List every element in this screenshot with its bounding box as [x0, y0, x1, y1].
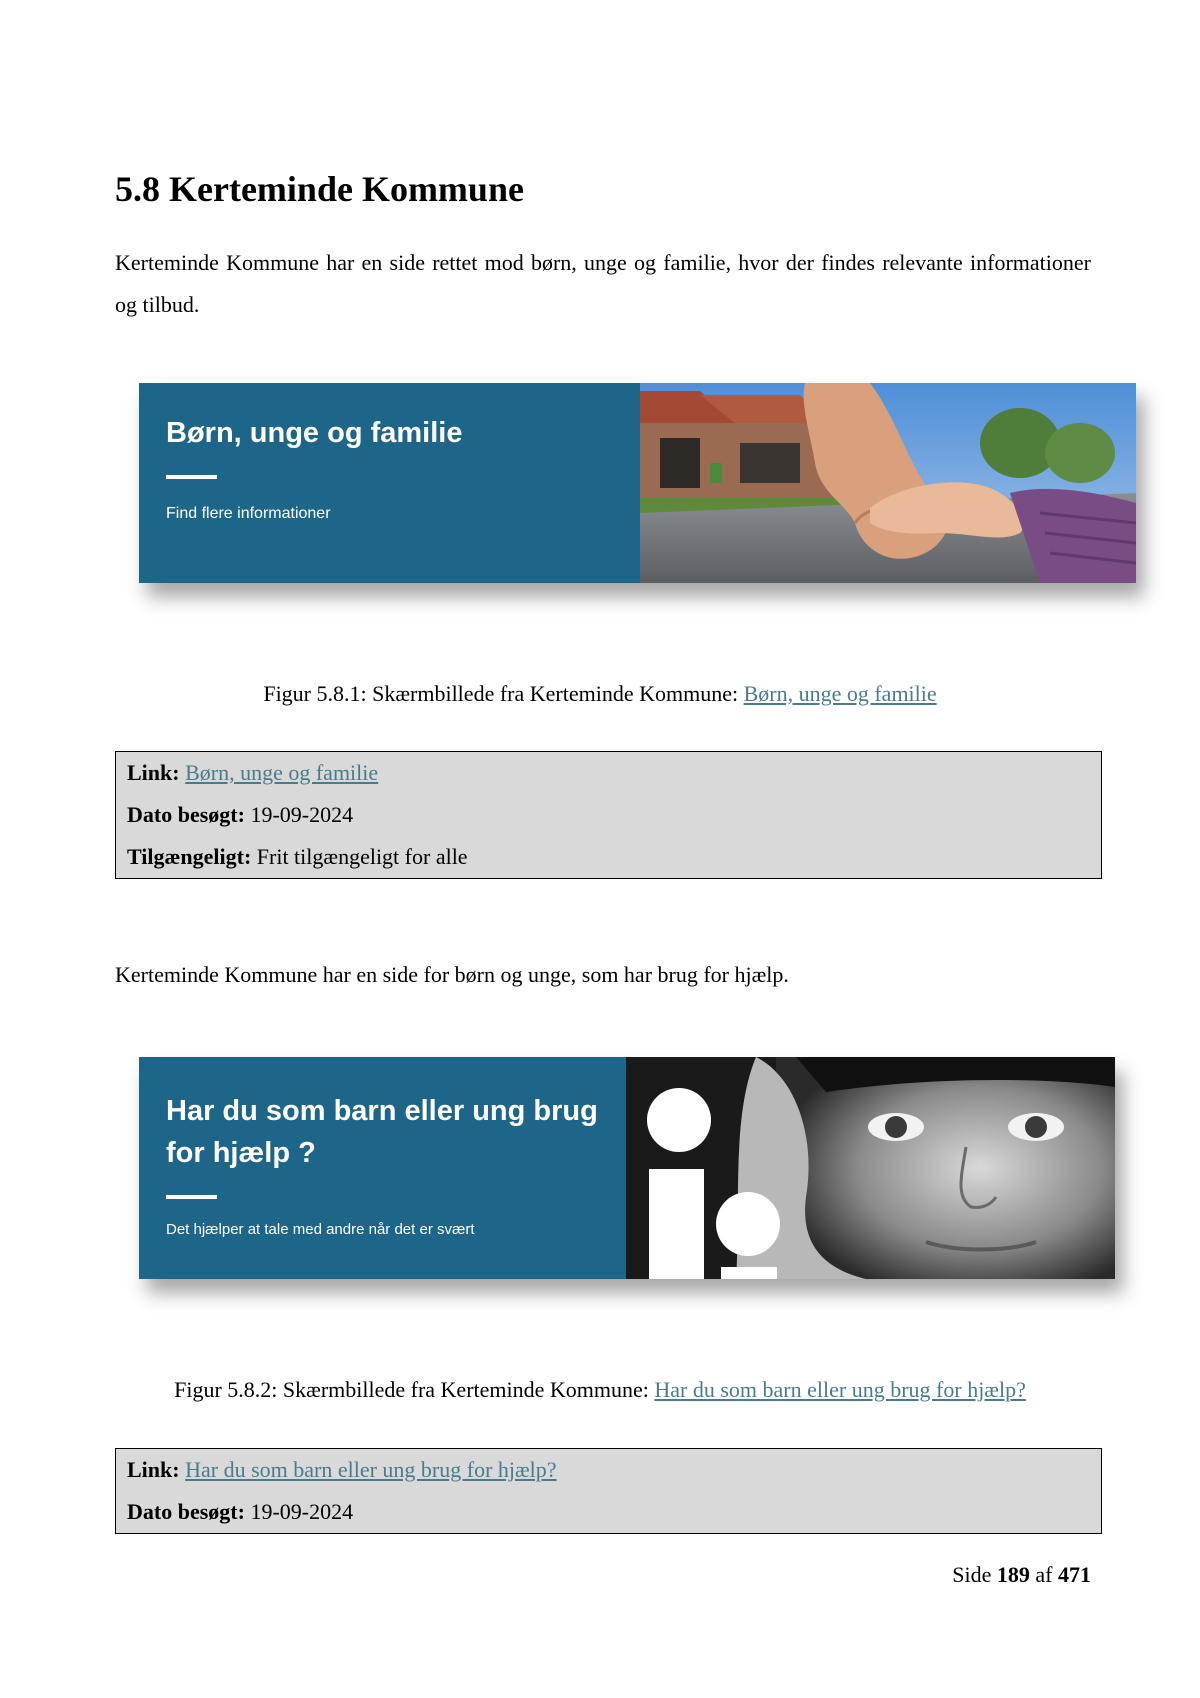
info-link[interactable]: Har du som barn eller ung brug for hjælp? — [185, 1457, 557, 1482]
page-number-footer — [952, 1562, 1091, 1588]
section-heading: 5.8 Kerteminde Kommune — [115, 169, 524, 209]
footer-af-label: af — [1035, 1562, 1053, 1587]
info-label: Dato besøgt: — [127, 1499, 245, 1524]
footer-page-number: 189 — [996, 1562, 1030, 1587]
info-label: Tilgængeligt: — [127, 844, 252, 869]
banner-title: Har du som barn eller ung brug for hjælp ? — [166, 1095, 598, 1169]
banner-photo-hands — [640, 383, 1136, 583]
info-label: Link: — [127, 1457, 180, 1482]
banner-divider — [166, 1195, 217, 1199]
info-label: Dato besøgt: — [127, 802, 245, 827]
banner-screenshot-brug-for-hjaelp — [139, 1057, 1115, 1279]
banner-text-panel — [139, 383, 640, 583]
banner-screenshot-born-unge-familie — [139, 383, 1136, 583]
caption-link[interactable]: Har du som barn eller ung brug for hjælp? — [654, 1377, 1026, 1402]
info-box-1 — [115, 751, 1102, 879]
info-link[interactable]: Børn, unge og familie — [185, 760, 379, 785]
second-paragraph: Kerteminde Kommune har en side for børn og unge, som har brug for hjælp. — [115, 962, 789, 987]
info-value: 19-09-2024 — [250, 802, 354, 827]
info-box-2 — [115, 1448, 1102, 1534]
caption-text: Figur 5.8.1: Skærmbillede fra Kerteminde Kommune: — [263, 681, 744, 706]
info-row-date — [127, 1491, 1101, 1533]
figure-caption-2 — [0, 1377, 1200, 1403]
footer-side-label: Side — [952, 1562, 992, 1587]
info-value: Frit tilgængeligt for alle — [256, 844, 468, 869]
intro-paragraph: Kerteminde Kommune har en side rettet mod børn, unge og familie, hvor der findes relevante informationer og tilbud. — [115, 250, 1091, 317]
figure-caption-1 — [0, 681, 1200, 707]
info-value: 19-09-2024 — [250, 1499, 354, 1524]
caption-text: Figur 5.8.2: Skærmbillede fra Kerteminde Kommune: — [174, 1377, 655, 1402]
caption-link[interactable]: Børn, unge og familie — [743, 681, 937, 706]
banner-subtitle: Find flere informationer — [166, 505, 331, 522]
info-row-link — [127, 752, 1101, 794]
info-label: Link: — [127, 760, 180, 785]
banner-divider — [166, 475, 217, 479]
banner-photo-child — [626, 1057, 1115, 1279]
banner-title: Børn, unge og familie — [166, 417, 463, 449]
info-row-link — [127, 1449, 1101, 1491]
banner-subtitle: Det hjælper at tale med andre når det er svært — [166, 1221, 475, 1238]
footer-page-total: 471 — [1058, 1562, 1091, 1587]
banner-text-panel — [139, 1057, 626, 1279]
info-row-date — [127, 794, 1101, 836]
info-row-access — [127, 836, 1101, 878]
